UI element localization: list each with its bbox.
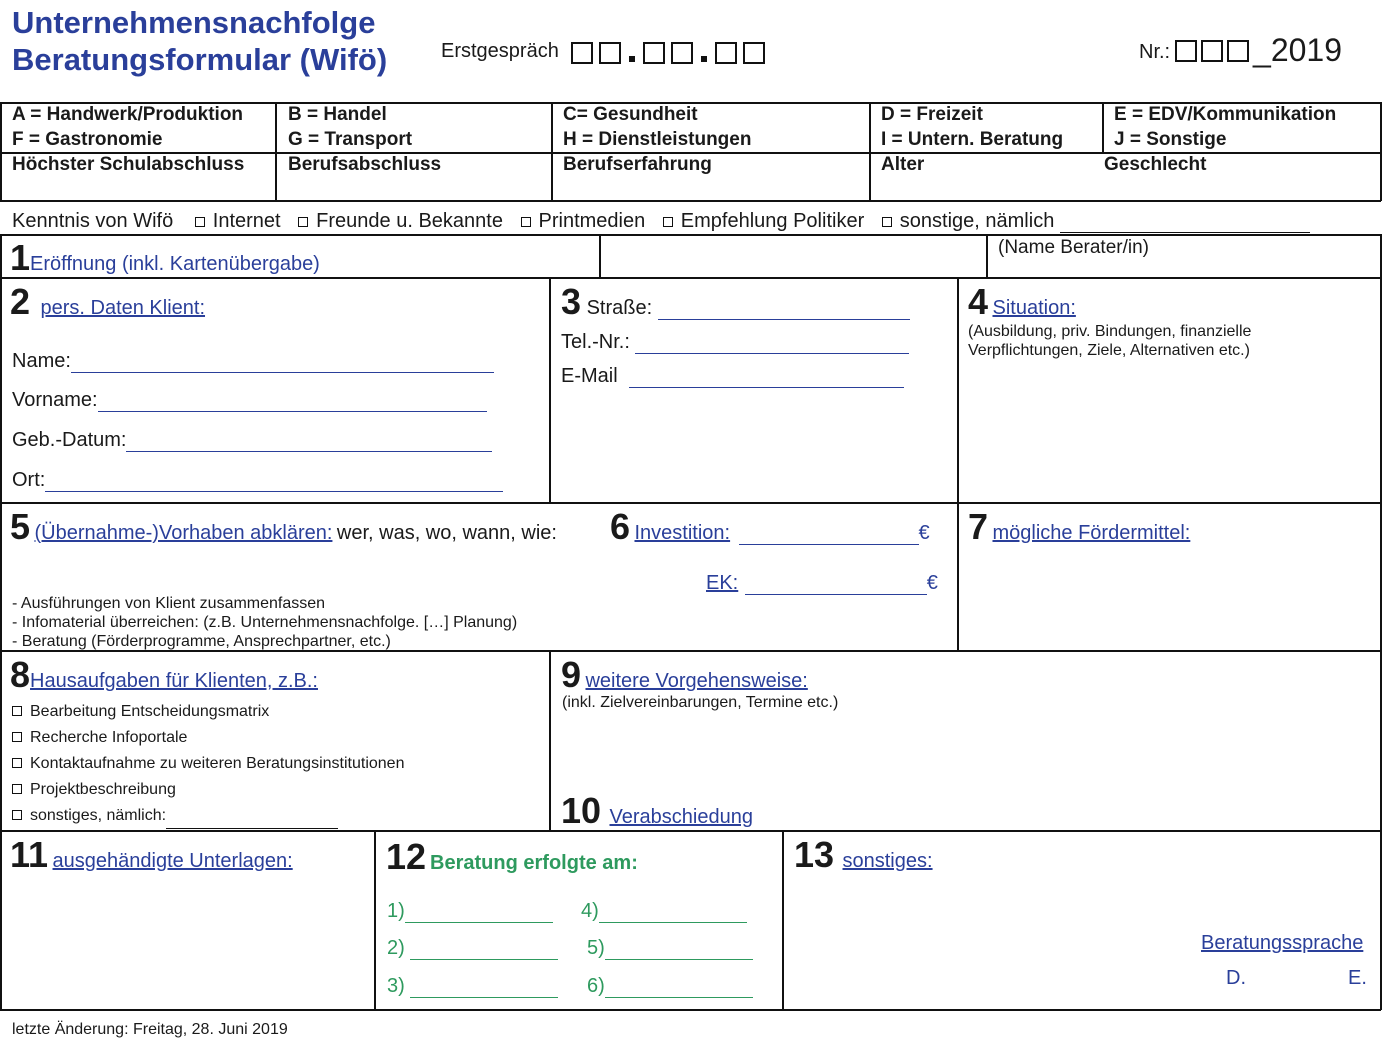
divider <box>275 102 277 201</box>
section-2-header <box>10 281 206 322</box>
nr-box[interactable] <box>1201 40 1223 62</box>
list-item[interactable]: Projektbeschreibung <box>12 777 404 803</box>
section-13-title: sonstiges: <box>842 850 933 872</box>
date-entry-3[interactable]: 3) <box>387 975 558 998</box>
investition-label: Investition: <box>634 522 731 544</box>
date-box[interactable] <box>671 42 693 64</box>
section-number: 2 <box>10 281 31 322</box>
checkbox[interactable] <box>12 706 22 716</box>
section-9-title: weitere Vorgehensweise: <box>585 670 808 692</box>
list-item[interactable]: Bearbeitung Entscheidungsmatrix <box>12 699 404 725</box>
divider <box>1102 102 1104 153</box>
bullet-item: - Ausführungen von Klient zusammenfassen <box>12 595 326 612</box>
divider <box>782 830 784 1010</box>
section-number: 13 <box>794 834 835 875</box>
kenntnis-option[interactable]: sonstige, nämlich <box>882 210 1055 232</box>
checkbox[interactable] <box>195 217 205 227</box>
section-13-header <box>794 834 933 875</box>
section-8-header <box>10 654 318 695</box>
divider <box>957 277 959 651</box>
bullet-item: - Beratung (Förderprogramme, Ansprechpartner, etc.) <box>12 633 391 650</box>
title-line-2: Beratungsformular (Wifö) <box>12 42 388 77</box>
erstgespraech-label: Erstgespräch <box>441 40 559 62</box>
divider <box>986 234 988 278</box>
checkbox[interactable] <box>882 217 892 227</box>
section-number: 11 <box>10 834 49 875</box>
divider <box>0 234 1381 236</box>
cat-f: F = Gastronomie <box>12 129 163 150</box>
divider <box>869 102 871 201</box>
cat-g: G = Transport <box>288 129 413 150</box>
schulabschluss-label[interactable]: Höchster Schulabschluss <box>12 154 245 175</box>
section-number: 5 <box>10 506 31 547</box>
berufsabschluss-label[interactable]: Berufsabschluss <box>288 154 442 175</box>
nr-row <box>1139 32 1342 69</box>
divider <box>1380 102 1382 201</box>
email-field[interactable]: E-Mail <box>561 365 904 388</box>
section-4-note: (Ausbildung, priv. Bindungen, finanzielle Verpflichtungen, Ziele, Alternativen etc.) <box>968 323 1252 359</box>
divider <box>599 234 601 278</box>
section-10-header <box>561 790 753 831</box>
section-number: 7 <box>968 506 989 547</box>
date-box[interactable] <box>743 42 765 64</box>
divider <box>0 1009 1381 1011</box>
berufserfahrung-label[interactable]: Berufserfahrung <box>563 154 712 175</box>
alter-label[interactable]: Alter <box>881 154 925 175</box>
divider <box>549 277 551 503</box>
tel-field[interactable]: Tel.-Nr.: <box>561 331 909 354</box>
kenntnis-other-line[interactable] <box>1060 232 1310 233</box>
form-title <box>12 4 387 78</box>
date-box[interactable] <box>715 42 737 64</box>
nr-box[interactable] <box>1175 40 1197 62</box>
section-number: 4 <box>968 281 989 322</box>
section-10-title: Verabschiedung <box>609 806 753 828</box>
divider <box>0 200 1381 202</box>
erstgespraech-row <box>441 32 771 69</box>
checkbox[interactable] <box>298 217 308 227</box>
section-5-bullets <box>12 594 517 651</box>
section-11-header <box>10 834 293 875</box>
cat-h: H = Dienstleistungen <box>563 129 752 150</box>
cat-b: B = Handel <box>288 104 387 125</box>
geb-datum-field[interactable]: Geb.-Datum: <box>12 429 492 452</box>
divider <box>0 102 2 201</box>
kenntnis-row <box>12 210 1310 233</box>
date-entry-6[interactable]: 6) <box>587 975 753 998</box>
section-1 <box>10 237 320 278</box>
hausaufgaben-list <box>12 699 404 829</box>
name-field[interactable]: Name: <box>12 350 494 373</box>
cat-c: C= Gesundheit <box>563 104 698 125</box>
date-dot <box>701 56 707 62</box>
divider <box>551 102 553 201</box>
divider <box>0 502 1381 504</box>
nr-box[interactable] <box>1227 40 1249 62</box>
date-box[interactable] <box>599 42 621 64</box>
strasse-field[interactable]: 3 Straße: <box>561 284 910 320</box>
sprache-option-e[interactable]: E. <box>1348 967 1367 989</box>
kenntnis-option[interactable]: Empfehlung Politiker <box>663 210 864 232</box>
ek-label: EK: <box>706 572 739 594</box>
section-1-title: Eröffnung (inkl. Kartenübergabe) <box>30 253 320 275</box>
kenntnis-option[interactable]: Internet <box>195 210 281 232</box>
section-12-title: Beratung erfolgte am: <box>430 852 638 874</box>
nr-label: Nr.: <box>1139 41 1171 63</box>
date-boxes[interactable] <box>571 32 771 68</box>
divider <box>0 234 2 1010</box>
section-4-title: Situation: <box>992 297 1076 319</box>
cat-d: D = Freizeit <box>881 104 983 125</box>
divider <box>549 650 551 831</box>
section-5-header <box>10 506 557 547</box>
date-box[interactable] <box>643 42 665 64</box>
section-4-header <box>968 281 1076 322</box>
sprache-option-d[interactable]: D. <box>1226 967 1246 989</box>
kenntnis-option[interactable]: Printmedien <box>521 210 646 232</box>
section-5-suffix: wer, was, wo, wann, wie: <box>336 522 557 544</box>
geschlecht-label[interactable]: Geschlecht <box>1104 154 1207 175</box>
divider <box>1380 234 1382 1010</box>
date-entry-5[interactable]: 5) <box>587 937 753 960</box>
section-12-header <box>386 836 638 877</box>
section-11-title: ausgehändigte Unterlagen: <box>52 850 293 872</box>
checkbox[interactable] <box>12 732 22 742</box>
date-box[interactable] <box>571 42 593 64</box>
list-item[interactable]: Kontaktaufnahme zu weiteren Beratungsinstitutionen <box>12 751 404 777</box>
section-number: 10 <box>561 790 602 831</box>
section-number: 12 <box>386 836 427 877</box>
bullet-item: - Infomaterial überreichen: (z.B. Unternehmensnachfolge. […] Planung) <box>12 614 518 631</box>
ek-field[interactable]: EK: € <box>706 572 938 594</box>
divider <box>0 830 1381 832</box>
section-7-header <box>968 506 1191 547</box>
year-suffix: _2019 <box>1253 32 1343 68</box>
date-entry-4[interactable]: 4) <box>581 900 747 923</box>
list-item[interactable]: sonstiges, nämlich: <box>12 803 404 829</box>
section-number: 1 <box>10 237 31 278</box>
section-number: 9 <box>561 654 582 695</box>
date-entry-1[interactable]: 1) <box>387 900 553 923</box>
divider <box>374 830 376 1010</box>
checkbox[interactable] <box>12 758 22 768</box>
berater-label[interactable]: (Name Berater/in) <box>998 237 1149 258</box>
list-item[interactable]: Recherche Infoportale <box>12 725 404 751</box>
vorname-field[interactable]: Vorname: <box>12 389 487 412</box>
section-number: 3 <box>561 281 582 322</box>
section-number: 8 <box>10 654 31 695</box>
checkbox[interactable] <box>663 217 673 227</box>
section-9-note: (inkl. Zielvereinbarungen, Termine etc.) <box>562 694 839 711</box>
title-line-1: Unternehmensnachfolge <box>12 5 376 40</box>
kenntnis-option[interactable]: Freunde u. Bekannte <box>298 210 503 232</box>
cat-j: J = Sonstige <box>1114 129 1227 150</box>
beratungssprache-label: Beratungssprache <box>1201 932 1364 954</box>
section-number: 6 <box>610 506 631 547</box>
cat-i: I = Untern. Beratung <box>881 129 1064 150</box>
section-2-title: pers. Daten Klient: <box>40 297 206 319</box>
checkbox[interactable] <box>521 217 531 227</box>
cat-a: A = Handwerk/Produktion <box>12 104 244 125</box>
investition-field[interactable]: 6 Investition: € <box>610 506 930 547</box>
checkbox[interactable] <box>12 784 22 794</box>
section-8-title: Hausaufgaben für Klienten, z.B.: <box>30 670 318 692</box>
section-9-header <box>561 654 808 695</box>
checkbox[interactable] <box>12 810 22 820</box>
section-7-title: mögliche Fördermittel: <box>992 522 1191 544</box>
date-dot <box>629 56 635 62</box>
ort-field[interactable]: Ort: <box>12 469 503 492</box>
kenntnis-label: Kenntnis von Wifö <box>12 210 174 232</box>
cat-e: E = EDV/Kommunikation <box>1114 104 1337 125</box>
last-change-note: letzte Änderung: Freitag, 28. Juni 2019 <box>12 1021 288 1038</box>
section-5-title: (Übernahme-)Vorhaben abklären: <box>34 522 333 544</box>
divider <box>0 277 1381 279</box>
date-entry-2[interactable]: 2) <box>387 937 558 960</box>
